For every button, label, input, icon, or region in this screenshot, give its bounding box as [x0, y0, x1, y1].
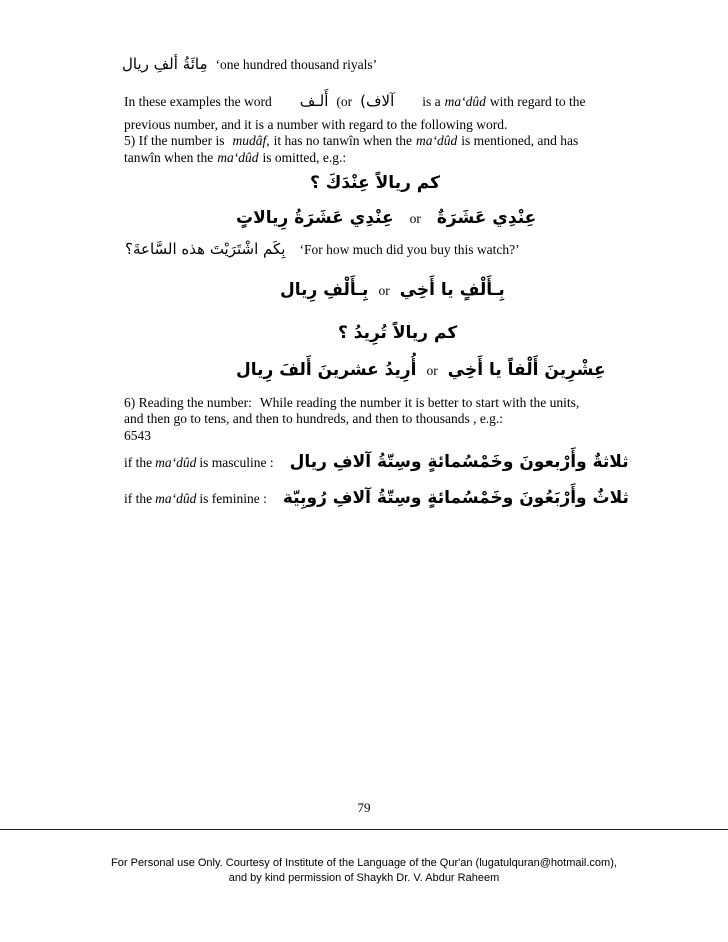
arabic-phrase: مِائَةُ ألفِ ريال [122, 55, 208, 73]
arabic-number-phrase: ثلاثٌ وأَرْبَعُونَ وخَمْسُمائةٍ وسِتّةُ آلافِ رُوبِيّة [282, 488, 629, 508]
arabic-question: بِكَم اشْتَرَيْتَ هذه السَّاعةَ؟ [125, 240, 286, 258]
footer-line-1: For Personal use Only. Courtesy of Institute of the Language of the Qur'an (lugatulquran@hotmail.com), [111, 857, 617, 869]
arabic-answer: عِنْدِي عَشَرَةُ رِيالاتٍ [236, 208, 394, 228]
arabic-answer: بِـأَلْفِ رِيال [280, 280, 369, 300]
term: mudâf, [232, 133, 270, 148]
text: if the [124, 455, 153, 470]
translation: ‘For how much did you buy this watch?’ [299, 242, 520, 257]
example-line-3 [125, 240, 520, 258]
footer-line-2: and by kind permission of Shaykh Dr. V. Abdur Raheem [228, 872, 500, 884]
or-label: or [409, 211, 421, 226]
section-heading: 6) Reading the number: [124, 395, 252, 410]
text: (or [336, 94, 353, 109]
text: tanwîn when the [124, 150, 214, 165]
arabic-answer: بِـأَلْفٍ يا أَخِي [399, 280, 505, 300]
text: 5) If the number is [124, 133, 225, 148]
paragraph-line [124, 395, 579, 411]
arabic-word: آلاف) [360, 92, 395, 110]
arabic-question-2: كم ريالاً تُرِيدُ ؟ [338, 323, 458, 343]
paragraph-line: and then go to tens, and then to hundreds, and then to thousands , e.g.: [124, 411, 504, 426]
masculine-example [124, 452, 629, 472]
arabic-word: أَلـف [299, 92, 329, 110]
term: ma‘dûd [155, 455, 197, 470]
text: it has no tanwîn when the [273, 133, 412, 148]
text: is mentioned, and has [461, 133, 579, 148]
text: if the [124, 491, 153, 506]
text: is masculine : [199, 455, 274, 470]
text: While reading the number it is better to start with the units, [259, 395, 580, 410]
paragraph-line [124, 150, 346, 166]
arabic-number-phrase: ثلاثةٌ وأَرْبعونَ وخَمْسُمائةٍ وسِتّةُ آلافِ ريال [289, 452, 629, 472]
text: is omitted, e.g.: [262, 150, 347, 165]
term: ma‘dûd [217, 150, 259, 165]
arabic-answer: عِنْدِي عَشَرَةٌ [436, 208, 537, 228]
or-label: or [426, 363, 438, 378]
text: is feminine : [199, 491, 267, 506]
paragraph-line [124, 92, 585, 110]
arabic-answer-line [236, 360, 606, 380]
paragraph-line [124, 133, 578, 149]
text: with regard to the [489, 94, 586, 109]
term: ma‘dûd [444, 94, 486, 109]
footer-divider [0, 829, 728, 830]
arabic-answer-line [280, 280, 505, 300]
arabic-question-1: كم ريالاً عِنْدَكَ ؟ [310, 173, 440, 193]
feminine-example [124, 488, 629, 508]
arabic-answer: عِشْرِينَ أَلْفاً يا أَخِي [447, 360, 606, 380]
translation: ‘one hundred thousand riyals’ [215, 57, 378, 72]
or-label: or [378, 283, 390, 298]
page-number: 79 [357, 800, 371, 815]
arabic-answer: أُرِيدُ عشرينَ أَلفَ رِيال [236, 360, 417, 380]
term: ma‘dûd [155, 491, 197, 506]
text: In these examples the word [124, 94, 272, 109]
arabic-answer-line [236, 208, 536, 228]
paragraph-line: previous number, and it is a number with regard to the following word. [124, 117, 508, 132]
term: ma‘dûd [415, 133, 458, 148]
example-line-1 [122, 55, 377, 73]
text: is a [422, 94, 441, 109]
example-number: 6543 [124, 428, 151, 443]
